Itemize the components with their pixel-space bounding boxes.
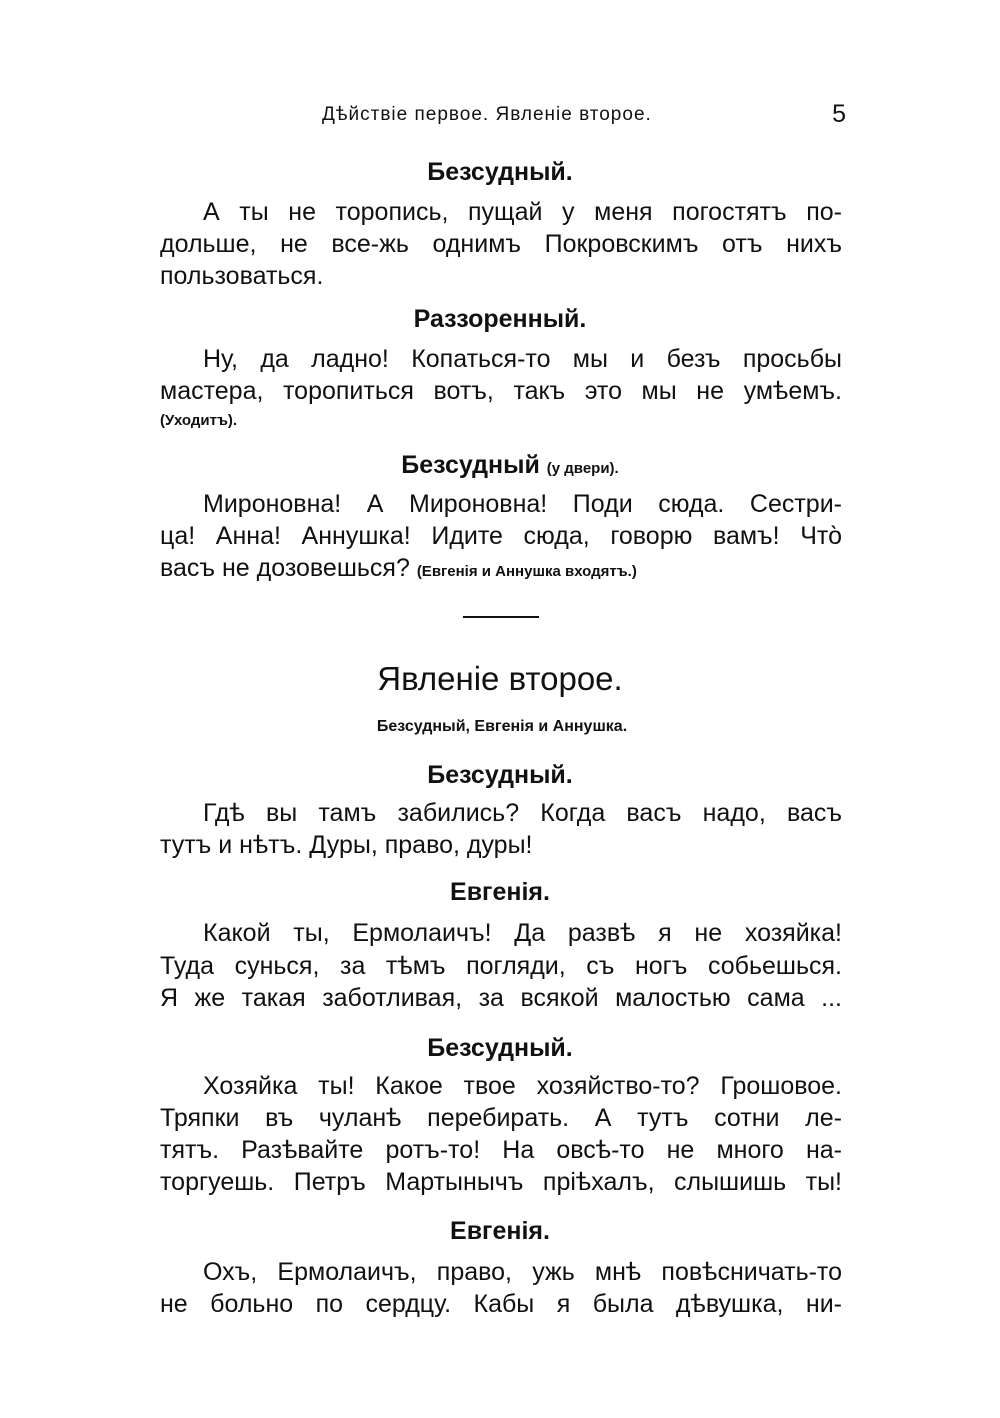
dialogue-line: тятъ. Разѣвайте ротъ-то! На овсѣ-то не много на- <box>160 1136 842 1164</box>
dialogue-line: Мироновна! А Мироновна! Поди сюда. Сестри- <box>203 490 842 518</box>
dialogue-line: Туда сунься, за тѣмъ погляди, съ ногъ собьешься. <box>160 952 842 980</box>
section-divider <box>463 616 539 618</box>
dialogue-line: Какой ты, Ермолаичъ! Да развѣ я не хозяйка! <box>203 919 842 947</box>
speaker-name: Безсудный. <box>427 1034 573 1062</box>
dialogue-line: не больно по сердцу. Кабы я была дѣвушка, ни- <box>160 1290 842 1318</box>
speaker-name: Раззоренный. <box>413 305 587 333</box>
running-head: Дѣйствіе первое. Явленіе второе. <box>322 104 652 125</box>
speaker-name: Безсудный <box>401 451 540 479</box>
speaker-name: Безсудный. <box>427 761 573 789</box>
dialogue-line: Тряпки въ чуланѣ перебирать. А тутъ сотни ле- <box>160 1104 842 1132</box>
dialogue-line: ца! Анна! Аннушка! Идите сюда, говорю вамъ! Что̀ <box>160 522 842 550</box>
dialogue-line: пользоваться. <box>160 262 324 290</box>
dialogue-line: торгуешь. Петръ Мартынычъ пріѣхалъ, слышишь ты! <box>160 1168 842 1196</box>
speaker-name: Безсудный. <box>427 158 573 186</box>
dialogue-line: Я же такая заботливая, за всякой малостью сама ... <box>160 984 842 1012</box>
dialogue-line: А ты не торопись, пущай у меня погостятъ по- <box>203 198 842 226</box>
dialogue-line: дольше, не все-жь однимъ Покровскимъ отъ нихъ <box>160 230 842 258</box>
dialogue-line: Ну, да ладно! Копаться-то мы и безъ просьбы <box>203 345 842 373</box>
dialogue-line: Хозяйка ты! Какое твое хозяйство-то? Грошовое. <box>203 1072 842 1100</box>
speaker-name: Евгенія. <box>450 1217 550 1245</box>
dialogue-text: васъ не дозовешься? <box>160 554 410 582</box>
page-number: 5 <box>832 100 846 128</box>
dialogue-line-with-direction <box>160 552 842 588</box>
dialogue-line: тутъ и нѣтъ. Дуры, право, дуры! <box>160 831 533 859</box>
stage-direction: (Уходитъ). <box>160 412 238 429</box>
stage-direction: (Евгенія и Аннушка входятъ.) <box>416 563 637 580</box>
scene-title: Явленіе второе. <box>377 660 623 697</box>
dialogue-line: Охъ, Ермолаичъ, право, ужь мнѣ повѣсничать-то <box>203 1258 842 1286</box>
page-header <box>322 100 846 130</box>
dialogue-line: мастера, торопиться вотъ, такъ это мы не умѣемъ. <box>160 377 842 405</box>
speaker-with-direction <box>0 451 1000 480</box>
dialogue-line: Гдѣ вы тамъ забились? Когда васъ надо, васъ <box>203 799 842 827</box>
speaker-name: Евгенія. <box>450 878 550 906</box>
scene-cast: Безсудный, Евгенія и Аннушка. <box>376 718 628 735</box>
speaker-direction: (у двери). <box>546 460 619 477</box>
